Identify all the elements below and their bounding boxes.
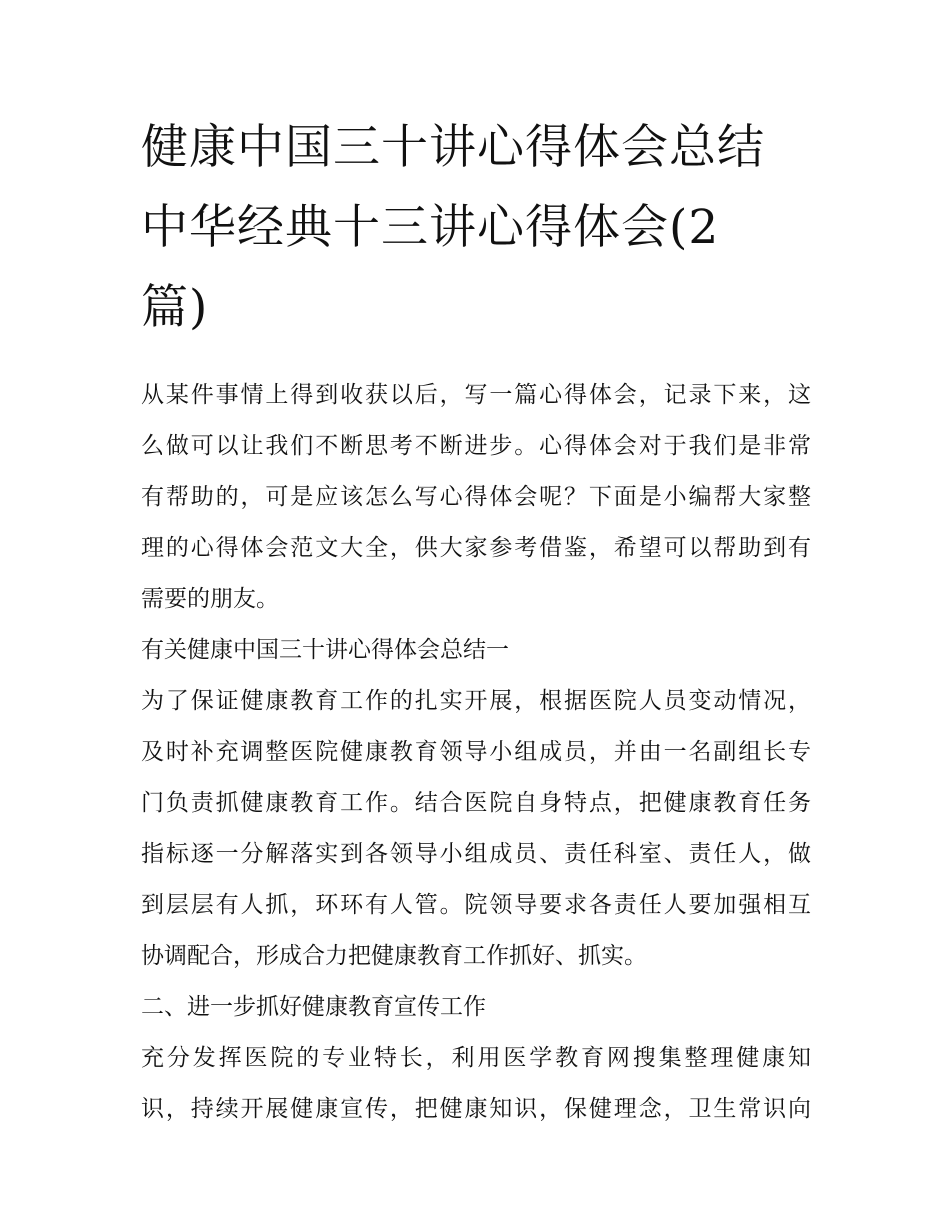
text-line: 门负责抓健康教育工作。结合医院自身特点，把健康教育任务 xyxy=(141,790,811,816)
title-line: 篇) xyxy=(141,280,209,335)
text-line: 为了保证健康教育工作的扎实开展，根据医院人员变动情况， xyxy=(141,688,811,714)
text-line: 指标逐一分解落实到各领导小组成员、责任科室、责任人，做 xyxy=(141,841,811,867)
text-line: 么做可以让我们不断思考不断进步。心得体会对于我们是非常 xyxy=(141,433,811,459)
section-heading xyxy=(141,625,811,676)
text-line: 及时补充调整医院健康教育领导小组成员，并由一名副组长专 xyxy=(141,739,811,765)
text-line: 充分发挥医院的专业特长，利用医学教育网搜集整理健康知 xyxy=(141,1045,811,1071)
document-content xyxy=(141,108,811,1135)
text-line: 理的心得体会范文大全，供大家参考借鉴，希望可以帮助到有 xyxy=(141,535,811,561)
text-line: 需要的朋友。 xyxy=(141,586,279,612)
text-line: 有帮助的，可是应该怎么写心得体会呢？下面是小编帮大家整 xyxy=(141,484,811,510)
text-line: 协调配合，形成合力把健康教育工作抓好、抓实。 xyxy=(141,943,647,969)
section2-paragraph xyxy=(141,1033,811,1135)
section-heading xyxy=(141,982,811,1033)
title-line: 中华经典十三讲心得体会(2 xyxy=(141,200,720,255)
title-line: 健康中国三十讲心得体会总结 xyxy=(141,120,765,175)
section1-paragraph xyxy=(141,676,811,982)
text-line: 到层层有人抓，环环有人管。院领导要求各责任人要加强相互 xyxy=(141,892,811,918)
document-body xyxy=(141,370,811,1135)
text-line: 识，持续开展健康宣传，把健康知识，保健理念，卫生常识向 xyxy=(141,1096,811,1122)
intro-paragraph xyxy=(141,370,811,625)
section1-heading: 有关健康中国三十讲心得体会总结一 xyxy=(141,637,509,663)
text-line: 从某件事情上得到收获以后，写一篇心得体会，记录下来，这 xyxy=(141,382,811,408)
section2-heading: 二、进一步抓好健康教育宣传工作 xyxy=(141,994,486,1020)
document-title xyxy=(141,108,811,348)
